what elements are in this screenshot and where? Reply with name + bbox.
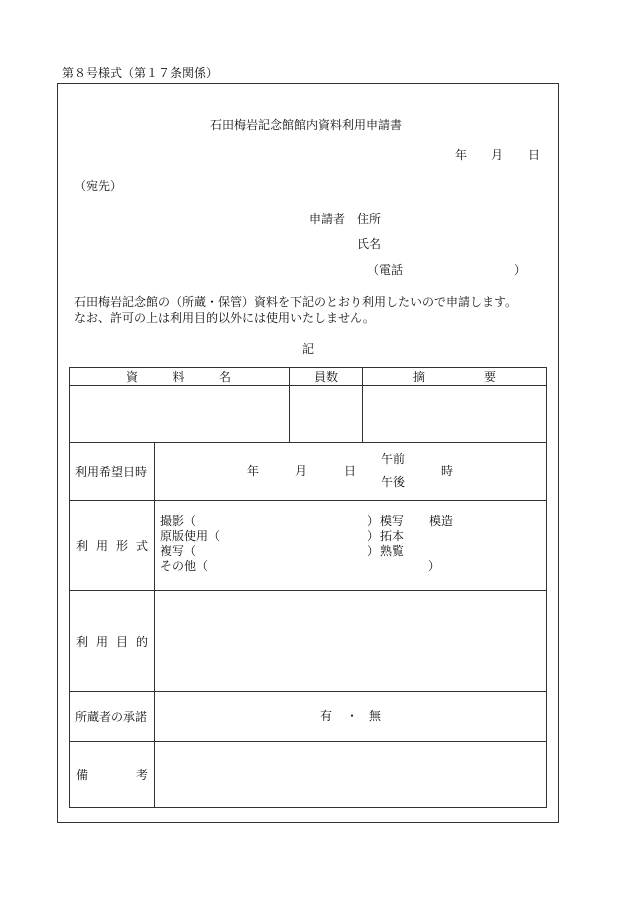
usage-form-char: 形	[115, 539, 128, 553]
form-number: 第８号様式（第１７条関係）	[62, 66, 219, 80]
consent-no[interactable]: 無	[369, 709, 382, 723]
datetime-am: 午前	[381, 452, 406, 466]
datetime-label-text: 利用希望日時	[75, 465, 148, 479]
owner-consent-options[interactable]	[155, 692, 547, 742]
header-material-char: 名	[219, 370, 232, 384]
option-other: その他（	[160, 559, 209, 573]
option-other-close: ）	[428, 559, 441, 573]
purpose-char: 利	[76, 634, 89, 649]
consent-separator: ・	[346, 709, 359, 723]
date-month: 月	[491, 148, 504, 162]
option-duplicate-close: ）	[367, 544, 380, 558]
consent-yes[interactable]: 有	[320, 709, 333, 723]
datetime-month: 月	[295, 464, 308, 478]
option-photo-close: ）	[367, 514, 380, 528]
purpose-char: 目	[115, 634, 128, 649]
usage-form-label	[70, 501, 155, 591]
option-reprint: 原版使用（	[160, 529, 221, 543]
table-header-row	[70, 368, 547, 386]
phone-open: （電話	[367, 263, 404, 277]
header-material-char: 料	[172, 370, 185, 384]
addressee: （宛先）	[74, 179, 123, 193]
applicant-label: 申請者	[309, 212, 346, 226]
option-rubbing: 拓本	[380, 529, 405, 543]
datetime-row	[70, 443, 547, 501]
header-material-char: 資	[126, 370, 139, 384]
owner-consent-row	[70, 692, 547, 742]
date-day: 日	[528, 148, 541, 162]
material-entry-row	[70, 386, 547, 443]
datetime-value-cell[interactable]	[155, 443, 547, 501]
purpose-label	[70, 591, 155, 692]
notes-char: 考	[135, 768, 148, 782]
ki-label: 記	[302, 342, 315, 356]
purpose-char: 的	[135, 634, 148, 649]
name-label: 氏名	[357, 237, 382, 251]
purpose-value-cell[interactable]	[155, 591, 547, 692]
usage-form-row	[70, 501, 547, 591]
notes-row	[70, 742, 547, 808]
header-remarks-char: 摘	[413, 370, 426, 384]
header-remarks	[363, 368, 547, 386]
option-reprint-close: ）	[367, 529, 380, 543]
usage-form-char: 式	[135, 539, 148, 553]
notes-value-cell[interactable]	[155, 742, 547, 808]
usage-form-options[interactable]	[155, 501, 547, 591]
usage-form-char: 利	[76, 539, 89, 553]
option-duplicate: 複写（	[160, 544, 197, 558]
option-model: 模造	[429, 514, 454, 528]
remarks-cell[interactable]	[363, 386, 547, 443]
purpose-row	[70, 591, 547, 692]
usage-form-char: 用	[95, 539, 108, 553]
phone-close: ）	[514, 263, 527, 277]
owner-consent-label-text: 所蔵者の承諾	[75, 710, 148, 724]
address-label: 住所	[357, 212, 382, 226]
option-viewing: 熟覧	[380, 544, 405, 558]
application-table	[69, 367, 547, 808]
datetime-pm: 午後	[381, 475, 406, 489]
owner-consent-label	[70, 692, 155, 742]
option-copy-model: 模写	[380, 514, 405, 528]
header-material-name	[70, 368, 290, 386]
datetime-label	[70, 443, 155, 501]
form-title: 石田梅岩記念館館内資料利用申請書	[210, 118, 403, 132]
purpose-char: 用	[95, 634, 108, 649]
count-cell[interactable]	[290, 386, 363, 443]
material-name-cell[interactable]	[70, 386, 290, 443]
header-count: 員数	[290, 368, 363, 386]
datetime-hour: 時	[441, 464, 454, 478]
body-line-1: 石田梅岩記念館の（所蔵・保管）資料を下記のとおり利用したいので申請します。	[74, 295, 518, 309]
body-line-2: なお、許可の上は利用目的以外には使用いたしません。	[74, 311, 375, 325]
date-year: 年	[455, 148, 468, 162]
datetime-year: 年	[247, 464, 260, 478]
notes-label	[70, 742, 155, 808]
datetime-day: 日	[344, 464, 357, 478]
option-photo: 撮影（	[160, 514, 197, 528]
notes-char: 備	[76, 768, 89, 782]
header-remarks-char: 要	[484, 370, 497, 384]
